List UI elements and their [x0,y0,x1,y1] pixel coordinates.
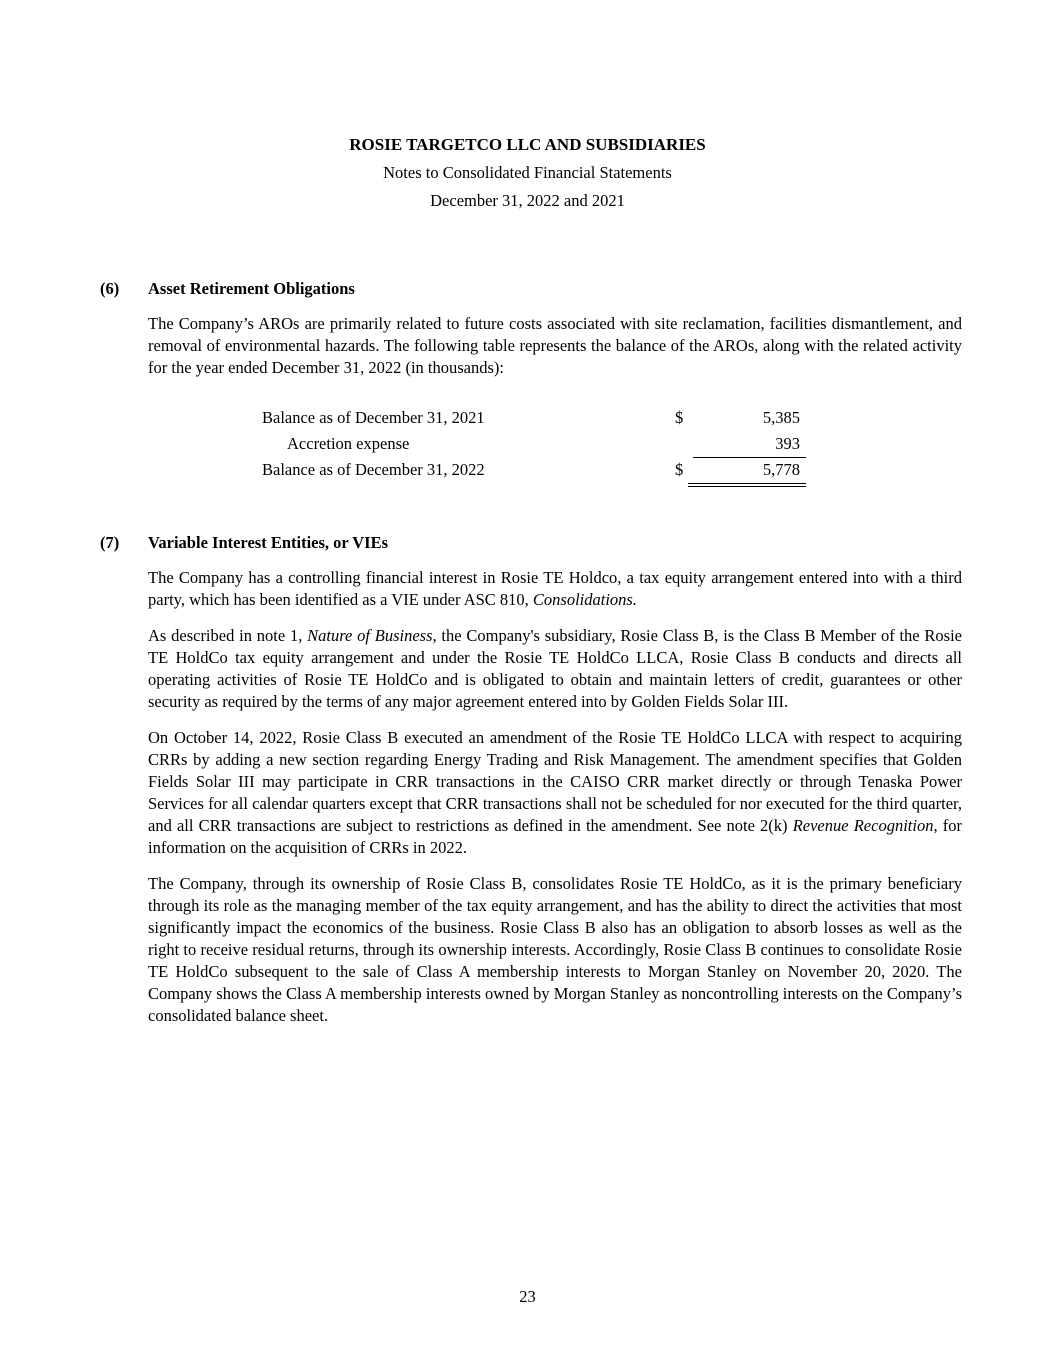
paragraph: On October 14, 2022, Rosie Class B executed an amendment of the Rosie TE HoldCo LLCA with respect to acquiring CRRs by adding a new section regarding Energy Trading and Risk Management. The amendment specifies that Golden Fields Solar III may participate in CRR transactions in the CAISO CRR market directly or through Tenaska Power Services for all calendar quarters except that CRR transactions shall not be scheduled for nor executed for the third quarter, and all CRR transactions are subject to restrictions as defined in the amendment. See note 2(k) Revenue Recognition, for information on the acquisition of CRRs in 2022. [148,728,962,857]
table-row [262,431,806,457]
amount-value: 5,385 [762,408,800,427]
paragraph: As described in note 1, Nature of Business, the Company's subsidiary, Rosie Class B, is the Class B Member of the Rosie TE HoldCo tax equity arrangement and under the Rosie TE HoldCo LLCA, Rosie Class B conducts and directs all operating activities of Rosie TE HoldCo and is obligated to obtain and maintain letters of credit, guarantees or other security as required by the terms of any major agreement entered into by Golden Fields Solar III. [148,626,962,711]
section-number: (6) [100,279,120,298]
paragraph: The Company has a controlling financial interest in Rosie TE Holdco, a tax equity arrangement entered into with a third party, which has been identified as a VIE under ASC 810, Consolidations. [148,568,962,609]
table-row [262,457,806,483]
aro-balance-table [262,405,806,483]
section-asset-retirement-obligations [100,279,962,483]
section-heading: Asset Retirement Obligations [148,279,355,298]
section-heading: Variable Interest Entities, or VIEs [148,533,389,552]
row-label: Balance as of December 31, 2021 [262,408,485,427]
page-number: 23 [519,1287,536,1306]
row-label: Balance as of December 31, 2022 [262,460,485,479]
currency-symbol: $ [675,460,684,479]
currency-symbol: $ [675,408,684,427]
amount-value: 393 [693,431,806,458]
document-subtitle-dates: December 31, 2022 and 2021 [430,191,625,210]
section-number: (7) [100,533,120,552]
section-variable-interest-entities [100,533,962,1027]
paragraph: The Company’s AROs are primarily related to future costs associated with site reclamation, facilities dismantlement, and removal of environmental hazards. The following table represents the balance of the AROs, along with the related activity for the year ended December 31, 2022 (in thousands): [148,314,962,377]
table-row [262,405,806,431]
document-header [0,131,1055,215]
amount-value: 5,778 [688,457,806,487]
row-label: Accretion expense [287,434,410,453]
document-subtitle-notes: Notes to Consolidated Financial Statements [383,163,672,182]
paragraph: The Company, through its ownership of Rosie Class B, consolidates Rosie TE HoldCo, as it is the primary beneficiary through its role as the managing member of the tax equity arrangement, and has the ability to direct the activities that most significantly impact the economics of the business. Rosie Class B also has an obligation to absorb losses as well as the right to receive residual returns, through its ownership interests. Accordingly, Rosie Class B continues to consolidate Rosie TE HoldCo subsequent to the sale of Class A membership interests to Morgan Stanley on November 20, 2020. The Company shows the Class A membership interests owned by Morgan Stanley as noncontrolling interests on the Company’s consolidated balance sheet. [148,874,962,1025]
document-title: ROSIE TARGETCO LLC AND SUBSIDIARIES [349,135,706,154]
